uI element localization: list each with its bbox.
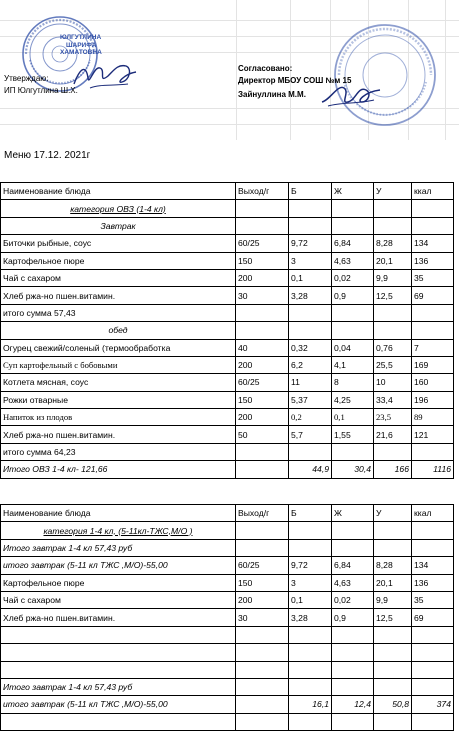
dish-name: Котлета мясная, соус — [1, 374, 236, 391]
header-cell: Ж — [332, 183, 374, 200]
protein: 9,72 — [289, 557, 332, 574]
menu-title: Меню 17.12. 2021г — [4, 150, 91, 161]
dish-name: Хлеб ржа-но пшен.витамин. — [1, 287, 236, 304]
empty-row — [1, 713, 454, 730]
breakfast-total-1-4: Итого завтрак 1-4 кл 57,43 руб — [1, 539, 236, 556]
subtotal-row — [1, 443, 454, 460]
header-cell: Б — [289, 505, 332, 522]
kcal: 121 — [412, 426, 454, 443]
table-row — [1, 591, 454, 608]
kcal: 169 — [412, 356, 454, 373]
carbs: 10 — [374, 374, 412, 391]
fat: 4,25 — [332, 391, 374, 408]
protein: 3,28 — [289, 609, 332, 626]
table-row — [1, 391, 454, 408]
portion: 60/25 — [236, 374, 289, 391]
total-kcal: 374 — [412, 696, 454, 713]
footer-total-5-11-label: итого завтрак (5-11 кл ТЖС ,М/О)-55,00 — [1, 696, 236, 713]
carbs: 9,9 — [374, 591, 412, 608]
protein: 0,1 — [289, 269, 332, 286]
fat: 0,02 — [332, 591, 374, 608]
dish-name: Рожки отварные — [1, 391, 236, 408]
portion: 200 — [236, 356, 289, 373]
dish-name: Чай с сахаром — [1, 269, 236, 286]
fat: 6,84 — [332, 557, 374, 574]
dish-name: итого завтрак (5-11 кл ТЖС ,М/О)-55,00 — [1, 557, 236, 574]
table-row — [1, 235, 454, 252]
fat: 0,1 — [332, 409, 374, 426]
kcal: 35 — [412, 591, 454, 608]
kcal: 136 — [412, 252, 454, 269]
header-cell: Выход/г — [236, 183, 289, 200]
agreement-stamp — [330, 20, 440, 130]
table-row — [1, 356, 454, 373]
footer-total-1-4: Итого завтрак 1-4 кл 57,43 руб — [1, 678, 236, 695]
subtotal-row — [1, 678, 454, 695]
protein: 11 — [289, 374, 332, 391]
table-row — [1, 287, 454, 304]
table-row — [1, 374, 454, 391]
kcal: 134 — [412, 235, 454, 252]
table-row — [1, 339, 454, 356]
lunch-total: итого сумма 64,23 — [1, 443, 236, 460]
carbs: 23,5 — [374, 409, 412, 426]
header-cell: У — [374, 505, 412, 522]
header-cell: ккал — [412, 183, 454, 200]
carbs: 20,1 — [374, 252, 412, 269]
agreed-label: Согласовано: — [238, 64, 293, 73]
category-row — [1, 200, 454, 217]
fat: 0,9 — [332, 287, 374, 304]
portion: 200 — [236, 591, 289, 608]
dish-name: Хлеб ржа-но пшен.витамин. — [1, 609, 236, 626]
protein: 0,1 — [289, 591, 332, 608]
total-fat: 12,4 — [332, 696, 374, 713]
protein: 3 — [289, 574, 332, 591]
portion: 30 — [236, 287, 289, 304]
fat: 1,55 — [332, 426, 374, 443]
protein: 3 — [289, 252, 332, 269]
total-protein: 16,1 — [289, 696, 332, 713]
dish-name: Хлеб ржа-но пшен.витамин. — [1, 426, 236, 443]
table-row — [1, 574, 454, 591]
grand-total-label: Итого ОВЗ 1-4 кл- 121,66 — [1, 461, 236, 478]
approved-label: Утверждаю: — [4, 74, 49, 83]
lunch-label: обед — [1, 322, 236, 339]
kcal: 89 — [412, 409, 454, 426]
portion: 150 — [236, 574, 289, 591]
portion: 30 — [236, 609, 289, 626]
dish-name: Чай с сахаром — [1, 591, 236, 608]
stamp-text-block — [60, 34, 102, 57]
protein: 9,72 — [289, 235, 332, 252]
header-cell: Выход/г — [236, 505, 289, 522]
protein: 6,2 — [289, 356, 332, 373]
header-cell: Наименование блюда — [1, 505, 236, 522]
carbs: 33,4 — [374, 391, 412, 408]
category-label: категория ОВЗ (1-4 кл) — [1, 200, 236, 217]
stamp-text-line: ШАРИФА — [66, 41, 97, 49]
protein: 3,28 — [289, 287, 332, 304]
fat: 8 — [332, 374, 374, 391]
kcal: 69 — [412, 287, 454, 304]
dish-name: Биточки рыбные, соус — [1, 235, 236, 252]
header-cell: Наименование блюда — [1, 183, 236, 200]
table-header-row — [1, 183, 454, 200]
total-kcal: 1116 — [412, 461, 454, 478]
table-row — [1, 252, 454, 269]
kcal: 134 — [412, 557, 454, 574]
stamp-text-line: ЮЛГУТЛИНА — [60, 34, 102, 41]
header-cell: Б — [289, 183, 332, 200]
menu-table-general — [0, 504, 454, 731]
table-header-row — [1, 505, 454, 522]
protein: 5,7 — [289, 426, 332, 443]
portion: 200 — [236, 269, 289, 286]
fat: 0,9 — [332, 609, 374, 626]
dish-name: Напиток из плодов — [1, 409, 236, 426]
portion: 150 — [236, 252, 289, 269]
grand-total-row — [1, 696, 454, 713]
dish-name: Суп картофельный с бобовыми — [1, 356, 236, 373]
empty-row — [1, 661, 454, 678]
dish-name: Огурец свежий/соленый (термообработка — [1, 339, 236, 356]
table-row — [1, 426, 454, 443]
kcal: 69 — [412, 609, 454, 626]
total-carbs: 50,8 — [374, 696, 412, 713]
breakfast-total: итого сумма 57,43 — [1, 304, 236, 321]
kcal: 160 — [412, 374, 454, 391]
carbs: 0,76 — [374, 339, 412, 356]
carbs: 25,5 — [374, 356, 412, 373]
portion: 50 — [236, 426, 289, 443]
carbs: 8,28 — [374, 557, 412, 574]
header-cell: Ж — [332, 505, 374, 522]
stamp-text-line: ХАМАТОВНА — [60, 49, 102, 56]
dish-name: Картофельное пюре — [1, 574, 236, 591]
carbs: 12,5 — [374, 287, 412, 304]
meal-label-row — [1, 322, 454, 339]
fat: 0,02 — [332, 269, 374, 286]
subtotal-row — [1, 304, 454, 321]
header-cell: У — [374, 183, 412, 200]
meal-label-row — [1, 217, 454, 234]
breakfast-label: Завтрак — [1, 217, 236, 234]
grand-total-row — [1, 461, 454, 478]
portion: 200 — [236, 409, 289, 426]
table-row — [1, 409, 454, 426]
portion: 60/25 — [236, 557, 289, 574]
kcal: 35 — [412, 269, 454, 286]
menu-table-ovz — [0, 182, 454, 479]
subtotal-row — [1, 539, 454, 556]
agreed-position: Директор МБОУ СОШ №м 15 — [238, 76, 352, 85]
agreement-signature — [318, 78, 384, 110]
protein: 5,37 — [289, 391, 332, 408]
grid-line — [236, 0, 237, 140]
carbs: 9,9 — [374, 269, 412, 286]
protein: 0,2 — [289, 409, 332, 426]
table-row — [1, 609, 454, 626]
total-fat: 30,4 — [332, 461, 374, 478]
fat: 6,84 — [332, 235, 374, 252]
empty-row — [1, 644, 454, 661]
total-carbs: 166 — [374, 461, 412, 478]
grid-line — [445, 0, 446, 140]
header-cell: ккал — [412, 505, 454, 522]
carbs: 12,5 — [374, 609, 412, 626]
agreed-name: Зайнуллина М.М. — [238, 90, 306, 99]
portion: 40 — [236, 339, 289, 356]
fat: 0,04 — [332, 339, 374, 356]
approved-by: ИП Юлгутлина Ш.Х. — [4, 86, 78, 95]
protein: 0,32 — [289, 339, 332, 356]
carbs: 21,6 — [374, 426, 412, 443]
total-protein: 44,9 — [289, 461, 332, 478]
fat: 4,63 — [332, 252, 374, 269]
empty-row — [1, 626, 454, 643]
kcal: 136 — [412, 574, 454, 591]
portion: 60/25 — [236, 235, 289, 252]
portion: 150 — [236, 391, 289, 408]
category-row — [1, 522, 454, 539]
fat: 4,63 — [332, 574, 374, 591]
approval-signature — [70, 58, 140, 92]
category-label: категория 1-4 кл, (5-11кл-ТЖС,М/О ) — [1, 522, 236, 539]
fat: 4,1 — [332, 356, 374, 373]
carbs: 20,1 — [374, 574, 412, 591]
dish-name: Картофельное пюре — [1, 252, 236, 269]
table-row — [1, 557, 454, 574]
kcal: 196 — [412, 391, 454, 408]
table-row — [1, 269, 454, 286]
kcal: 7 — [412, 339, 454, 356]
carbs: 8,28 — [374, 235, 412, 252]
